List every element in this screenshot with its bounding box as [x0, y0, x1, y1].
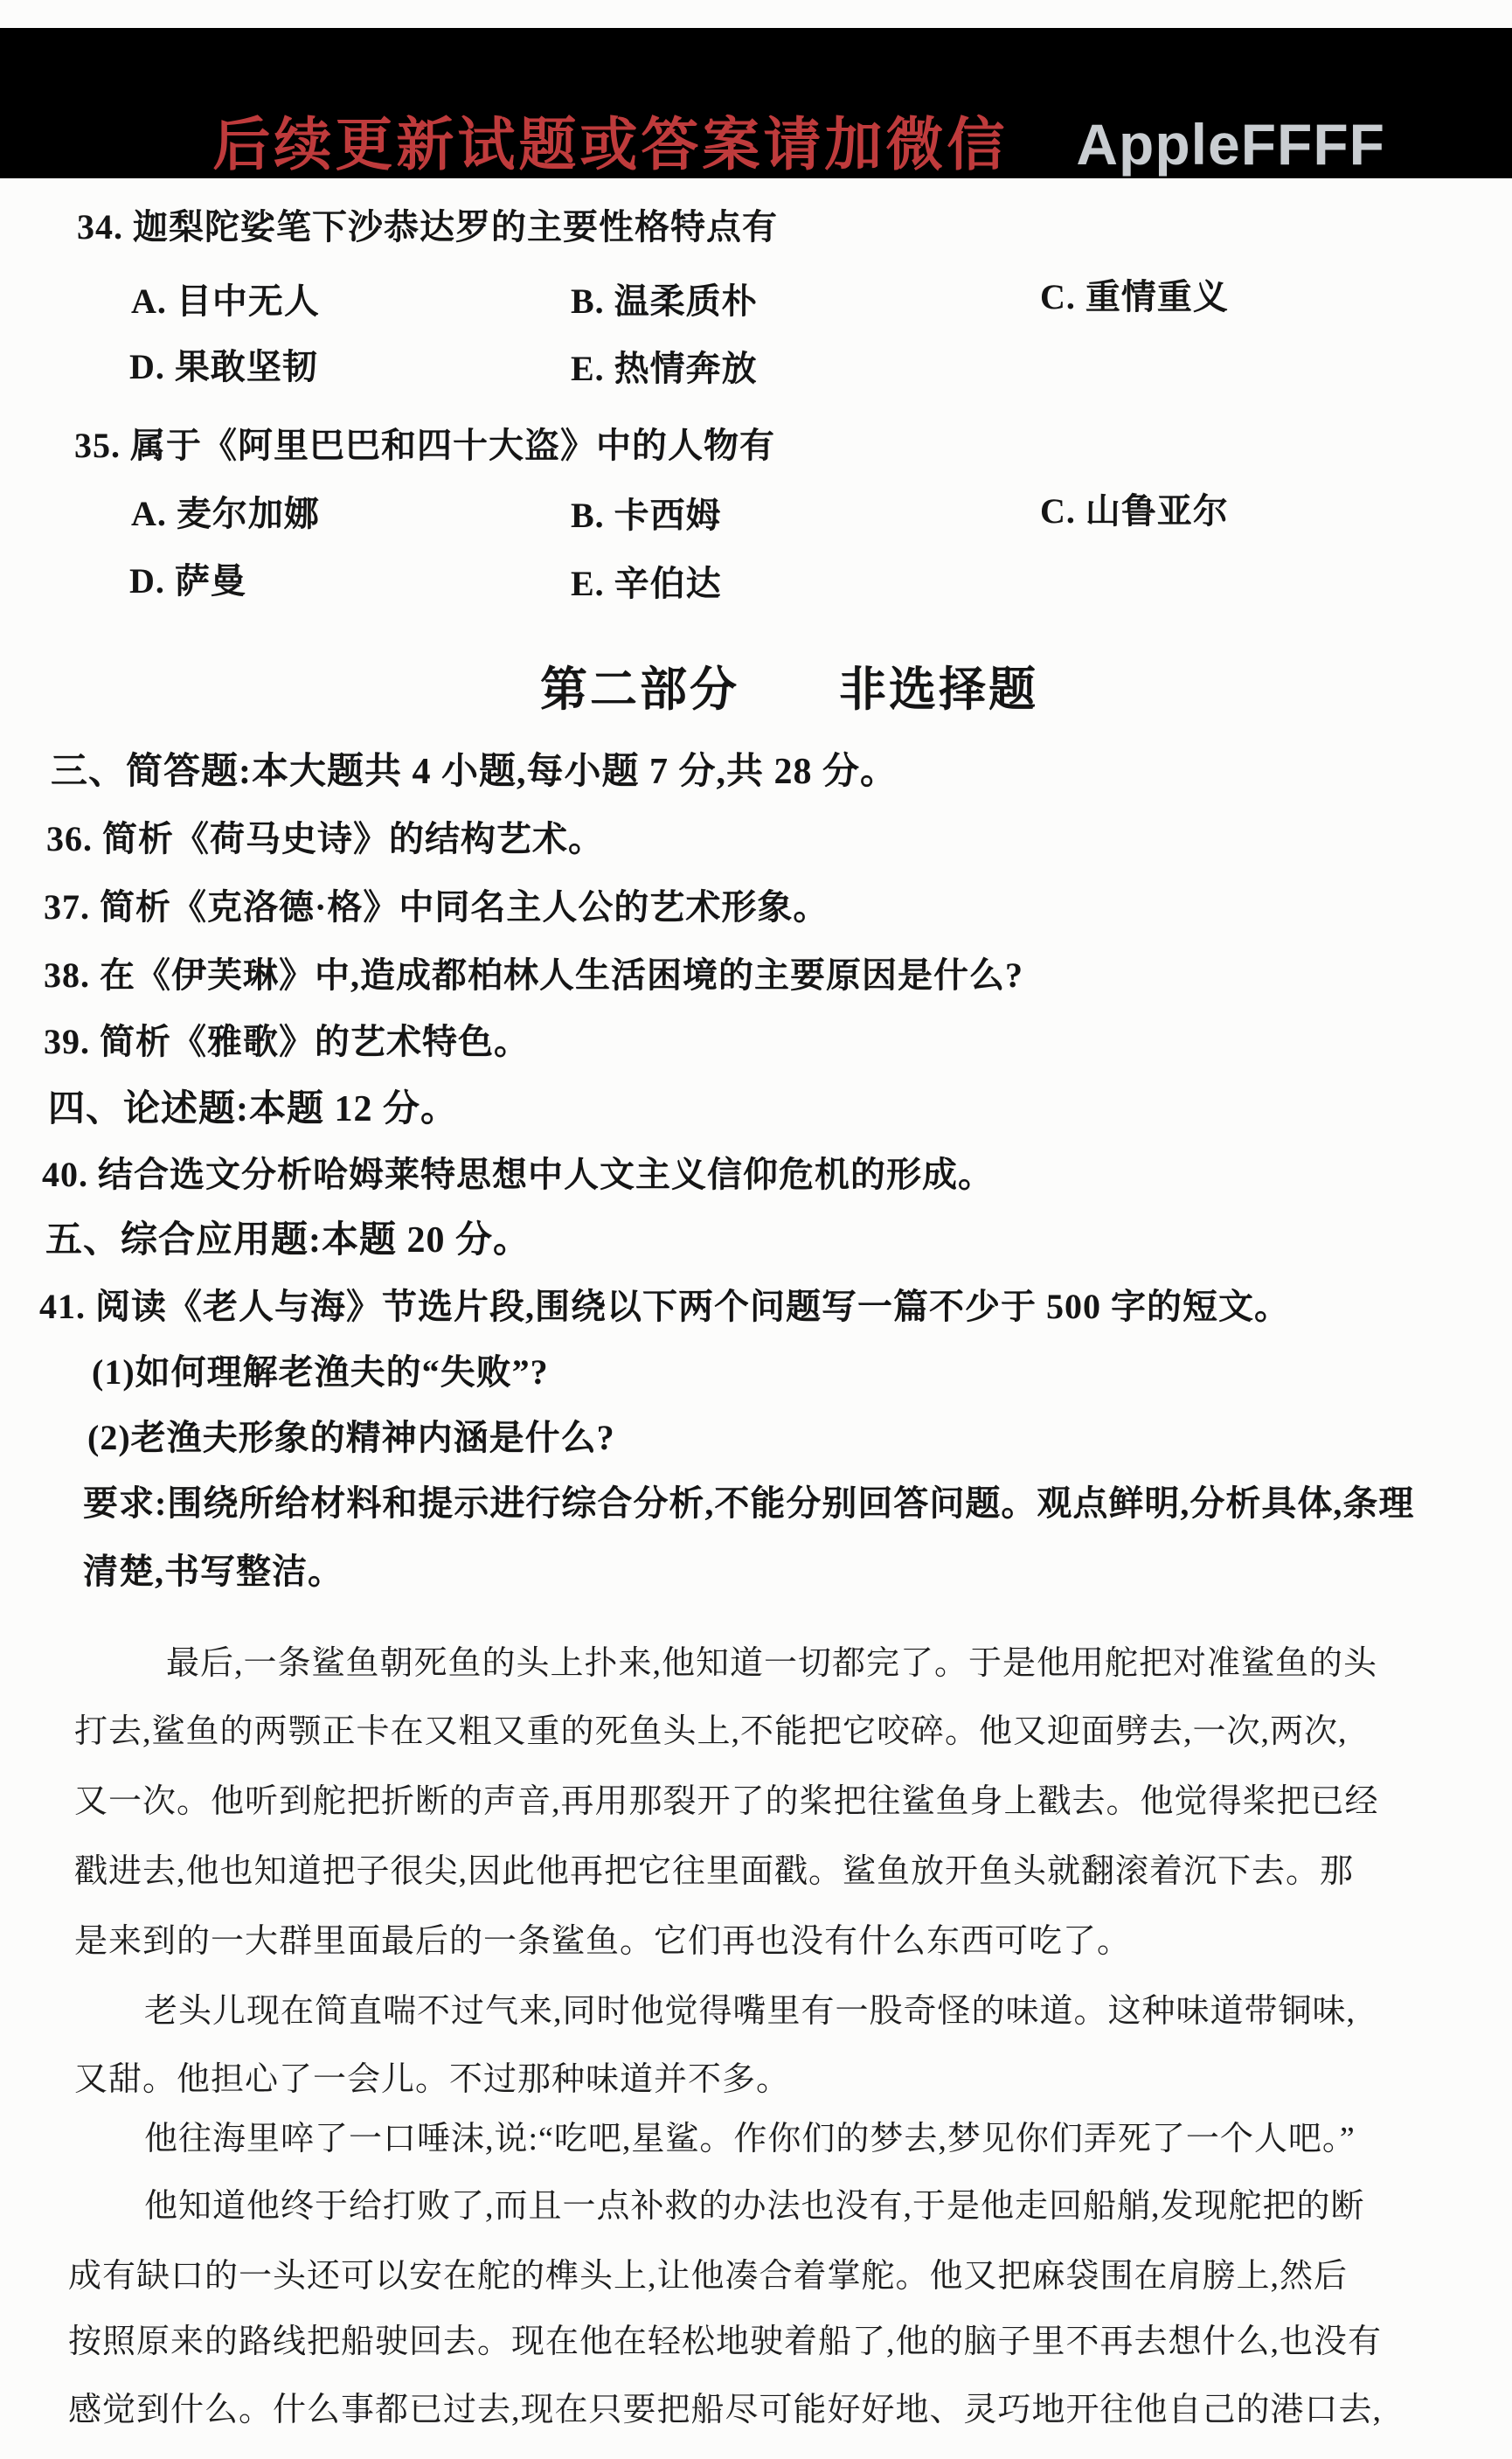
passage-line: 他往海里啐了一口唾沫,说:“吃吧,星鲨。作你们的梦去,梦见你们弄死了一个人吧。” — [144, 2121, 1356, 2157]
option-34-c: C. 重情重义 — [1040, 277, 1229, 316]
option-34-d: D. 果敢坚韧 — [129, 347, 318, 386]
question-38: 38. 在《伊芙琳》中,造成都柏林人生活困境的主要原因是什么? — [44, 955, 1023, 995]
passage-line: 他知道他终于给打败了,而且一点补救的办法也没有,于是他走回船艄,发现舵把的断 — [144, 2188, 1365, 2225]
section-5-header: 五、综合应用题:本题 20 分。 — [45, 1220, 531, 1261]
passage-line: 成有缺口的一头还可以安在舵的榫头上,让他凑合着掌舵。他又把麻袋围在肩膀上,然后 — [68, 2258, 1349, 2295]
part2-heading: 第二部分 非选择题 — [540, 663, 1038, 716]
wechat-account-text: AppleFFFF — [1076, 112, 1385, 177]
section-4-header: 四、论述题:本题 12 分。 — [48, 1089, 458, 1129]
passage-line: 打去,鲨鱼的两颚正卡在又粗又重的死鱼头上,不能把它咬碎。他又迎面劈去,一次,两次, — [74, 1713, 1348, 1750]
question-35-stem: 35. 属于《阿里巴巴和四十大盗》中的人物有 — [74, 426, 775, 465]
requirement-line-1: 要求:围绕所给材料和提示进行综合分析,不能分别回答问题。观点鲜明,分析具体,条理 — [83, 1483, 1415, 1523]
option-34-e: E. 热情奔放 — [571, 349, 758, 388]
option-35-b: B. 卡西姆 — [571, 496, 722, 535]
option-35-c: C. 山鲁亚尔 — [1040, 491, 1229, 531]
option-35-a: A. 麦尔加娜 — [131, 494, 320, 533]
passage-line: 最后,一条鲨鱼朝死鱼的头上扑来,他知道一切都完了。于是他用舵把对准鲨鱼的头 — [166, 1645, 1378, 1682]
passage-line: 又一次。他听到舵把折断的声音,再用那裂开了的桨把往鲨鱼身上戳去。他觉得桨把已经 — [74, 1783, 1379, 1820]
passage-line: 是来到的一大群里面最后的一条鲨鱼。它们再也没有什么东西可吃了。 — [74, 1923, 1132, 1960]
question-41-sub2: (2)老渔夫形象的精神内涵是什么? — [87, 1418, 615, 1457]
option-35-e: E. 辛伯达 — [571, 564, 722, 603]
passage-line: 老头儿现在简直喘不过气来,同时他觉得嘴里有一股奇怪的味道。这种味道带铜味, — [144, 1993, 1356, 2030]
question-41: 41. 阅读《老人与海》节选片段,围绕以下两个问题写一篇不少于 500 字的短文。 — [39, 1287, 1290, 1326]
question-34-stem: 34. 迦梨陀娑笔下沙恭达罗的主要性格特点有 — [77, 207, 778, 247]
option-35-d: D. 萨曼 — [129, 561, 246, 601]
wechat-notice-text: 后续更新试题或答案请加微信 — [212, 112, 1009, 177]
question-36: 36. 简析《荷马史诗》的结构艺术。 — [46, 819, 604, 858]
requirement-line-2: 清楚,书写整洁。 — [83, 1552, 343, 1591]
question-40: 40. 结合选文分析哈姆莱特思想中人文主义信仰危机的形成。 — [42, 1155, 994, 1194]
question-41-sub1: (1)如何理解老渔夫的“失败”? — [92, 1352, 549, 1392]
ad-banner — [0, 28, 1512, 178]
question-37: 37. 简析《克洛德·格》中同名主人公的艺术形象。 — [44, 887, 829, 927]
passage-line: 按照原来的路线把船驶回去。现在他在轻松地驶着船了,他的脑子里不再去想什么,也没有 — [68, 2324, 1383, 2360]
option-34-a: A. 目中无人 — [131, 281, 320, 321]
question-39: 39. 简析《雅歌》的艺术特色。 — [44, 1022, 530, 1061]
section-3-header: 三、简答题:本大题共 4 小题,每小题 7 分,共 28 分。 — [51, 752, 898, 792]
option-34-b: B. 温柔质朴 — [571, 281, 758, 321]
passage-line: 感觉到什么。什么事都已过去,现在只要把船尽可能好好地、灵巧地开往他自己的港口去, — [68, 2392, 1383, 2428]
passage-line: 又甜。他担心了一会儿。不过那种味道并不多。 — [74, 2061, 791, 2098]
passage-line: 戳进去,他也知道把子很尖,因此他再把它往里面戳。鲨鱼放开鱼头就翻滚着沉下去。那 — [74, 1853, 1355, 1890]
